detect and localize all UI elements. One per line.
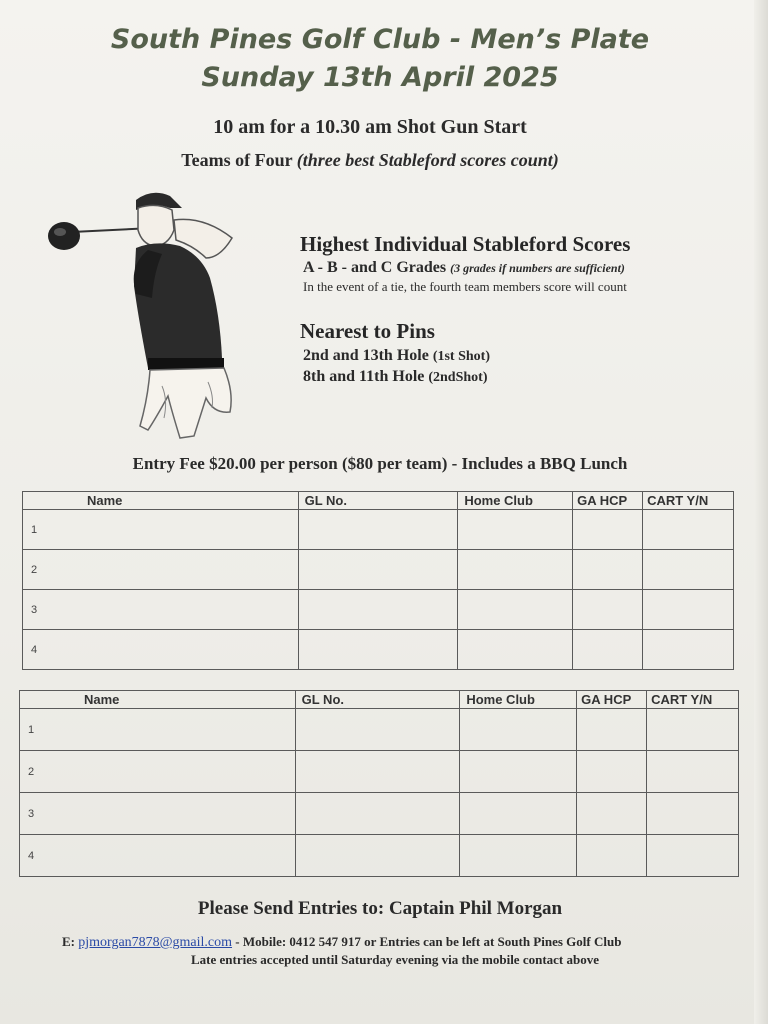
gl-no-cell[interactable]: [298, 550, 458, 590]
home-club-cell[interactable]: [458, 550, 573, 590]
ga-hcp-cell[interactable]: [577, 835, 647, 877]
table-row: [23, 590, 734, 630]
col-home-club: Home Club: [460, 691, 577, 709]
gl-no-cell[interactable]: [298, 590, 458, 630]
row-number: 2: [20, 751, 296, 793]
col-ga-hcp: GA HCP: [577, 691, 647, 709]
table-row: [20, 793, 739, 835]
gl-no-cell[interactable]: [295, 793, 460, 835]
home-club-cell[interactable]: [460, 835, 577, 877]
team-entry-table-1: [22, 491, 734, 670]
cart-cell[interactable]: [643, 630, 734, 670]
team-format: [0, 150, 740, 171]
cart-cell[interactable]: [647, 709, 739, 751]
email-prefix: E:: [62, 934, 79, 949]
awards-section: [300, 232, 720, 386]
col-home-club: Home Club: [458, 492, 573, 510]
pins-section: [300, 319, 720, 386]
col-name: Name: [20, 691, 296, 709]
entry-fee: Entry Fee $20.00 per person ($80 per team) - Includes a BBQ Lunch: [132, 454, 628, 473]
home-club-cell[interactable]: [460, 793, 577, 835]
table-row: [23, 510, 734, 550]
table-row: [23, 550, 734, 590]
cart-cell[interactable]: [647, 793, 739, 835]
row-number: 3: [23, 590, 299, 630]
paper-edge-shadow: [754, 0, 768, 1024]
grades-line: [303, 259, 720, 277]
pins-line-1-shot: (1st Shot): [432, 349, 490, 364]
row-number: 2: [23, 550, 299, 590]
row-number: 4: [20, 835, 296, 877]
team-entry-table-2: [19, 690, 739, 877]
row-number: 3: [20, 793, 296, 835]
col-gl-no: GL No.: [298, 492, 458, 510]
title-line-2: Sunday 13th April 2025: [201, 62, 559, 93]
grades-note: (3 grades if numbers are sufficient): [450, 261, 625, 275]
row-number: 1: [20, 709, 296, 751]
grades-text: A - B - and C Grades: [303, 259, 451, 276]
pins-line-2: [303, 368, 720, 386]
pins-line-2-holes: 8th and 11th Hole: [303, 368, 429, 385]
start-time: 10 am for a 10.30 am Shot Gun Start: [213, 116, 527, 138]
pins-line-2-shot: (2ndShot): [428, 370, 488, 385]
tie-note: In the event of a tie, the fourth team members score will count: [303, 279, 627, 294]
home-club-cell[interactable]: [460, 751, 577, 793]
gl-no-cell[interactable]: [295, 835, 460, 877]
gl-no-cell[interactable]: [298, 630, 458, 670]
email-link[interactable]: pjmorgan7878@gmail.com: [78, 935, 233, 950]
mobile-text: - Mobile: 0412 547 917 or Entries can be left at South Pines Golf Club: [232, 934, 622, 949]
gl-no-cell[interactable]: [295, 709, 460, 751]
ga-hcp-cell[interactable]: [577, 751, 647, 793]
ga-hcp-cell[interactable]: [573, 630, 643, 670]
ga-hcp-cell[interactable]: [573, 590, 643, 630]
col-gl-no: GL No.: [295, 691, 460, 709]
gl-no-cell[interactable]: [298, 510, 458, 550]
title-line-1: South Pines Golf Club - Men’s Plate: [110, 24, 650, 55]
ga-hcp-cell[interactable]: [573, 550, 643, 590]
col-cart: CART Y/N: [647, 691, 739, 709]
table-row: [20, 751, 739, 793]
cart-cell[interactable]: [647, 751, 739, 793]
home-club-cell[interactable]: [458, 590, 573, 630]
team-format-main: Teams of Four: [181, 150, 297, 170]
gl-no-cell[interactable]: [295, 751, 460, 793]
pins-heading: Nearest to Pins: [300, 319, 435, 343]
table-row: [20, 709, 739, 751]
row-number: 1: [23, 510, 299, 550]
table-header-row: [20, 691, 739, 709]
cart-cell[interactable]: [647, 835, 739, 877]
contact-line: [62, 934, 742, 951]
cart-cell[interactable]: [643, 510, 734, 550]
pins-line-1: [303, 347, 720, 365]
golfer-icon: [44, 186, 244, 442]
home-club-cell[interactable]: [458, 510, 573, 550]
home-club-cell[interactable]: [458, 630, 573, 670]
table-row: [20, 835, 739, 877]
col-ga-hcp: GA HCP: [573, 492, 643, 510]
cart-cell[interactable]: [643, 550, 734, 590]
awards-heading: Highest Individual Stableford Scores: [300, 232, 631, 256]
table-header-row: [23, 492, 734, 510]
ga-hcp-cell[interactable]: [573, 510, 643, 550]
col-cart: CART Y/N: [643, 492, 734, 510]
ga-hcp-cell[interactable]: [577, 709, 647, 751]
table-row: [23, 630, 734, 670]
team-format-note: (three best Stableford scores count): [296, 150, 559, 170]
home-club-cell[interactable]: [460, 709, 577, 751]
late-entries-note: Late entries accepted until Saturday evening via the mobile contact above: [190, 952, 599, 967]
ga-hcp-cell[interactable]: [577, 793, 647, 835]
col-name: Name: [23, 492, 299, 510]
send-entries-to: Please Send Entries to: Captain Phil Morgan: [197, 898, 563, 919]
row-number: 4: [23, 630, 299, 670]
cart-cell[interactable]: [643, 590, 734, 630]
pins-line-1-holes: 2nd and 13th Hole: [303, 347, 433, 364]
